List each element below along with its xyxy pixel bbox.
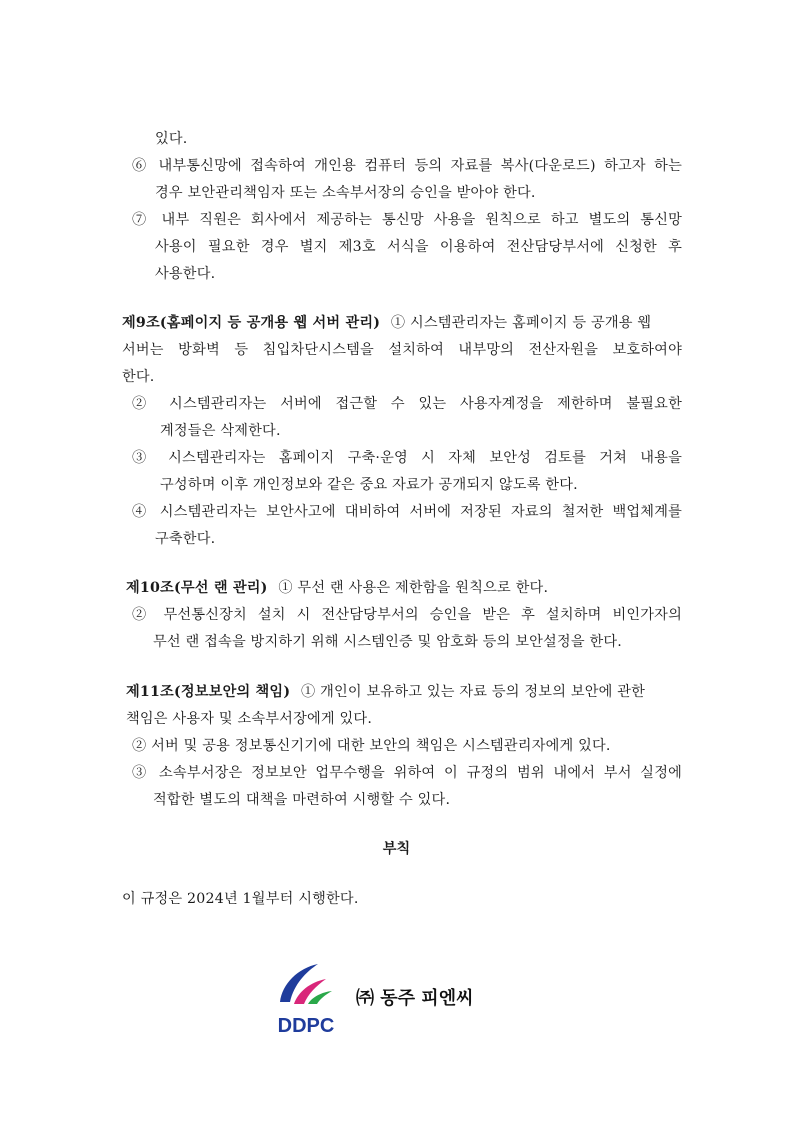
text-line: ② 서버 및 공용 정보통신기기에 대한 보안의 책임은 시스템관리자에게 있다.: [132, 738, 611, 754]
article-10-clause-1: ① 무선 랜 사용은 제한함을 원칙으로 한다.: [278, 580, 549, 596]
text-line: 사용한다.: [155, 266, 216, 282]
text-line: 구축한다.: [155, 531, 216, 547]
text-line: ⑥ 내부통신망에 접속하여 개인용 컴퓨터 등의 자료를 복사(다운로드) 하고자 하는: [132, 158, 682, 174]
article-10-title: 제10조(무선 랜 관리): [126, 580, 268, 596]
text-line: ④ 시스템관리자는 보안사고에 대비하여 서버에 저장된 자료의 철저한 백업체계를: [132, 504, 682, 520]
text-line: 있다.: [155, 131, 188, 147]
article-11-title: 제11조(정보보안의 책임): [126, 684, 291, 700]
article-11-first-line: [126, 683, 682, 701]
article-10-first-line: [126, 579, 548, 597]
text-line: 사용이 필요한 경우 별지 제3호 서식을 이용하여 전산담당부서에 신청한 후: [155, 239, 682, 255]
text-line: 계정들은 삭제한다.: [160, 423, 281, 439]
company-name: ㈜ 동주 피엔씨: [356, 988, 474, 1009]
supplementary-heading: 부칙: [382, 841, 411, 857]
article-9-first-line: [122, 314, 682, 332]
text-line: ③ 시스템관리자는 홈페이지 구축·운영 시 자체 보안성 검토를 거쳐 내용을: [132, 450, 682, 466]
company-footer: [268, 962, 528, 1042]
text-line: 한다.: [122, 369, 155, 385]
supplementary-text: 이 규정은 2024년 1월부터 시행한다.: [122, 891, 359, 907]
text-line: 구성하며 이후 개인정보와 같은 중요 자료가 공개되지 않도록 한다.: [160, 477, 578, 493]
ddpc-logo-icon: [268, 962, 344, 1038]
text-line: ② 시스템관리자는 서버에 접근할 수 있는 사용자계정을 제한하며 불필요한: [132, 396, 682, 412]
text-line: 서버는 방화벽 등 침입차단시스템을 설치하여 내부망의 전산자원을 보호하여야: [122, 342, 682, 358]
text-line: 경우 보안관리책임자 또는 소속부서장의 승인을 받아야 한다.: [155, 185, 536, 201]
article-9-clause-1: ① 시스템관리자는 홈페이지 등 공개용 웹: [390, 315, 652, 331]
text-line: 무선 랜 접속을 방지하기 위해 시스템인증 및 암호화 등의 보안설정을 한다.: [153, 634, 622, 650]
text-line: 책임은 사용자 및 소속부서장에게 있다.: [126, 711, 373, 727]
article-9-title: 제9조(홈페이지 등 공개용 웹 서버 관리): [122, 315, 381, 331]
text-line: ⑦ 내부 직원은 회사에서 제공하는 통신망 사용을 원칙으로 하고 별도의 통신망: [132, 212, 682, 228]
logo-text: DDPC: [277, 1015, 335, 1037]
text-line: ③ 소속부서장은 정보보안 업무수행을 위하여 이 규정의 범위 내에서 부서 실정에: [132, 765, 682, 781]
text-line: ② 무선통신장치 설치 시 전산담당부서의 승인을 받은 후 설치하며 비인가자의: [132, 607, 682, 623]
text-line: 적합한 별도의 대책을 마련하여 시행할 수 있다.: [153, 792, 451, 808]
article-11-clause-1: ① 개인이 보유하고 있는 자료 등의 정보의 보안에 관한: [300, 684, 646, 700]
